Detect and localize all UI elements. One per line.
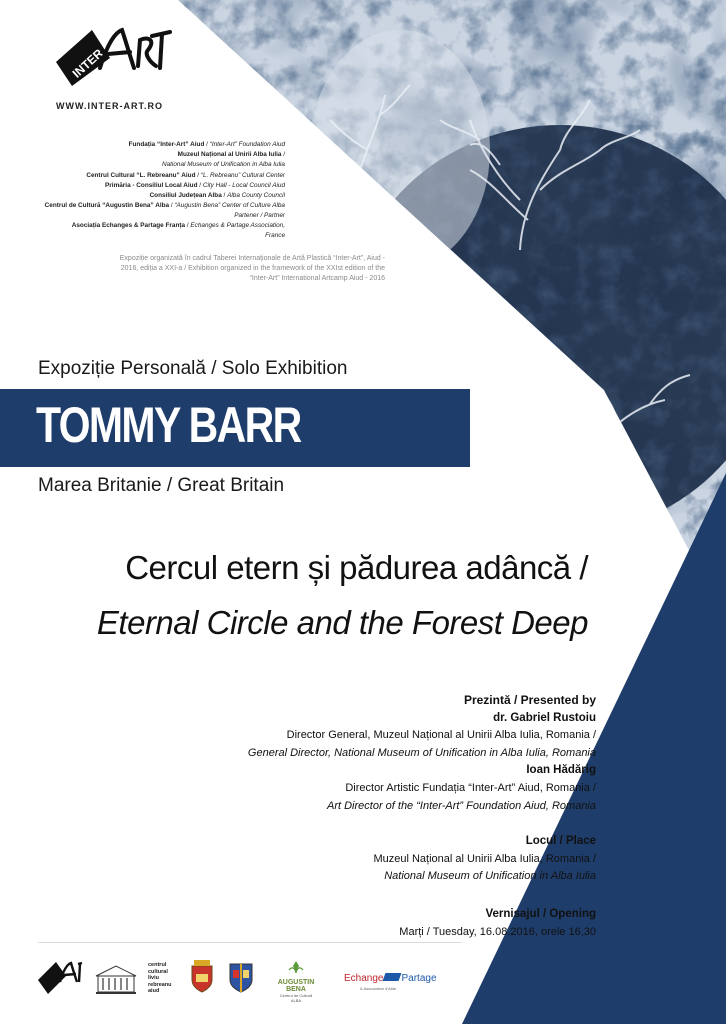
organizer-line: Centrul Cultural “L. Rebreanu” Aiud / “L. Rebreanu” Cultural Center	[86, 171, 285, 179]
organizers-list	[30, 140, 285, 211]
presenter-name: dr. Gabriel Rustoiu	[493, 711, 596, 724]
website-url[interactable]: WWW.INTER-ART.RO	[56, 101, 163, 111]
exhibition-note: Expoziție organizată în cadrul Taberei Internaționale de Artă Plastică “Inter-Art”, Aiud - 2016, ediția a XXI-a / Exhibition organized in the framework of the XXIst edition of the “Inter-Art” International Artcamp Aiud - 2016	[119, 255, 385, 282]
artist-country: Marea Britanie / Great Britain	[38, 475, 285, 496]
place-value: National Museum of Unification in Alba Iulia	[384, 870, 596, 883]
organizer-line: Consiliul Județean Alba / Alba County Council	[149, 192, 285, 200]
presenter-role: General Director, National Museum of Unification in Alba Iulia, Romania	[247, 746, 596, 759]
organizer-line: Fundația “Inter-Art” Aiud / “Inter-Art” Foundation Aiud	[128, 141, 285, 148]
artist-name: TOMMY BARR	[36, 397, 301, 453]
organizer-line: National Museum of Unification in Alba Iulia	[161, 161, 285, 169]
organizer-line: Centrul de Cultură “Augustin Bena” Alba / “Augustin Bena” Center of Culture Alba	[44, 202, 285, 210]
alba-coat-of-arms-icon	[228, 960, 254, 994]
echanges-partage-logo: Echange Partage & Association d'Aide	[344, 973, 437, 991]
opening-label: Vernisajul / Opening	[485, 907, 596, 920]
aiud-coat-of-arms-icon	[190, 960, 214, 994]
presenter-role: Director Artistic Fundația “Inter-Art” Aiud, Romania /	[345, 781, 596, 794]
painting-image	[178, 0, 726, 620]
place-value: Muzeul Național al Unirii Alba Iulia, Romania /	[373, 852, 596, 865]
exhibition-type: Expoziție Personală / Solo Exhibition	[38, 358, 348, 379]
presenter-name: Ioan Hădărig	[526, 764, 596, 777]
organizer-line: Primăria - Consiliul Local Aiud / City Hall - Local Council Aiud	[105, 181, 285, 189]
opening-date: Marți / Tuesday, 16.08.2016, orele 16,30	[399, 925, 596, 938]
cultural-building-logo	[94, 964, 138, 996]
place-label: Locul / Place	[525, 835, 596, 848]
presented-by-label: Prezintă / Presented by	[463, 693, 596, 707]
inter-art-small-logo	[36, 958, 84, 998]
partner-block	[60, 211, 285, 241]
sponsor-logos	[36, 958, 446, 1002]
partner-label: Partener / Partner	[234, 212, 285, 219]
exhibition-title-en: Eternal Circle and the Forest Deep	[96, 604, 588, 641]
partner-name: Asociația Echanges & Partage Franța / Echanges & Partage Association, France	[71, 222, 285, 239]
footer-divider	[38, 942, 462, 943]
exhibition-title-ro: Cercul etern și pădurea adâncă /	[125, 549, 588, 586]
presenter-role: Director General, Muzeul Național al Unirii Alba Iulia, Romania /	[286, 729, 596, 742]
svg-text:INTER: INTER	[69, 46, 106, 81]
augustin-bena-logo: AUGUSTIN BENA Centrul de Cultură ALBA	[268, 960, 324, 1003]
event-details	[150, 692, 596, 941]
presenter-role: Art Director of the “Inter-Art” Foundation Aiud, Romania	[326, 799, 596, 812]
inter-art-logo	[52, 22, 172, 98]
cultural-center-logo: centrul cultural liviu rebreanu aiud	[148, 962, 172, 994]
organizer-line: Muzeul Național al Unirii Alba Iulia /	[177, 151, 285, 159]
